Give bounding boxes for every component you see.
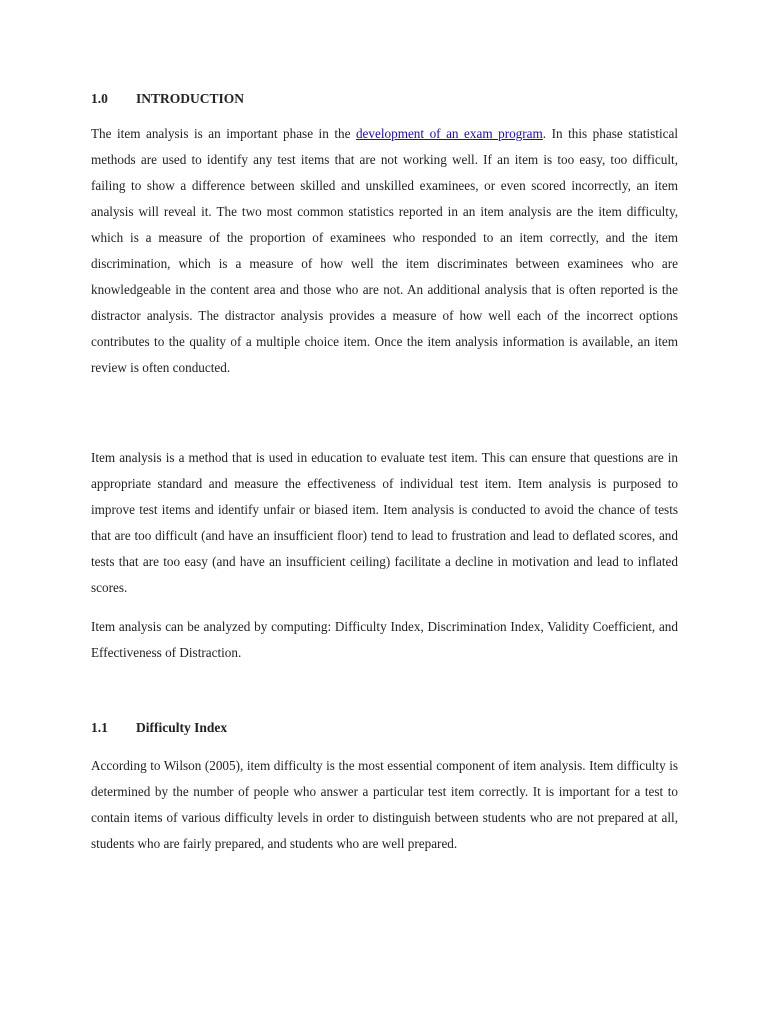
paragraph-text-after-link: . In this phase statistical methods are used to identify any test items that are not working well. If an item is too easy, too difficult, failing to show a difference between skilled and unskilled examinees, or even scored incorrectly, an item analysis will reveal it. The two most common statistics reported in an item analysis are the item difficulty, which is a measure of the proportion of examinees who responded to an item correctly, and the item discrimination, which is a measure of how well the item discriminates between examinees who are knowledgeable in the content area and those who are not. An additional analysis that is often reported is the distractor analysis. The distractor analysis provides a measure of how well each of the incorrect options contributes to the quality of a multiple choice item. Once the item analysis information is available, an item review is often conducted.: [91, 126, 678, 375]
development-exam-program-link[interactable]: development of an exam program: [355, 126, 543, 141]
difficulty-paragraph: According to Wilson (2005), item difficulty is the most essential component of item analysis. Item difficulty is determined by the number of people who answer a particular test item correctly. It is important for a test to contain items of various difficulty levels in order to distinguish between students who are not prepared at all, students who are fairly prepared, and students who are well prepared.: [91, 758, 678, 851]
section-heading-introduction: [91, 90, 244, 108]
section-heading-difficulty-index: [91, 719, 227, 737]
section-number: 1.0: [91, 91, 108, 106]
section-number: 1.1: [91, 720, 108, 735]
intro-paragraph-1: [91, 121, 678, 381]
section-title: INTRODUCTION: [136, 91, 245, 106]
section-title: Difficulty Index: [136, 720, 228, 735]
paragraph-text-before-link: The item analysis is an important phase in the: [91, 126, 356, 141]
intro-paragraph-3: Item analysis can be analyzed by computing: Difficulty Index, Discrimination Index, Validity Coefficient, and Effectiveness of Distraction.: [91, 619, 678, 660]
intro-paragraph-2: Item analysis is a method that is used in education to evaluate test item. This can ensure that questions are in appropriate standard and measure the effectiveness of individual test item. Item analysis is purposed to improve test items and identify unfair or biased item. Item analysis is conducted to avoid the chance of tests that are too difficult (and have an insufficient floor) tend to lead to frustration and lead to deflated scores, and tests that are too easy (and have an insufficient ceiling) facilitate a decline in motivation and lead to inflated scores.: [91, 450, 678, 595]
